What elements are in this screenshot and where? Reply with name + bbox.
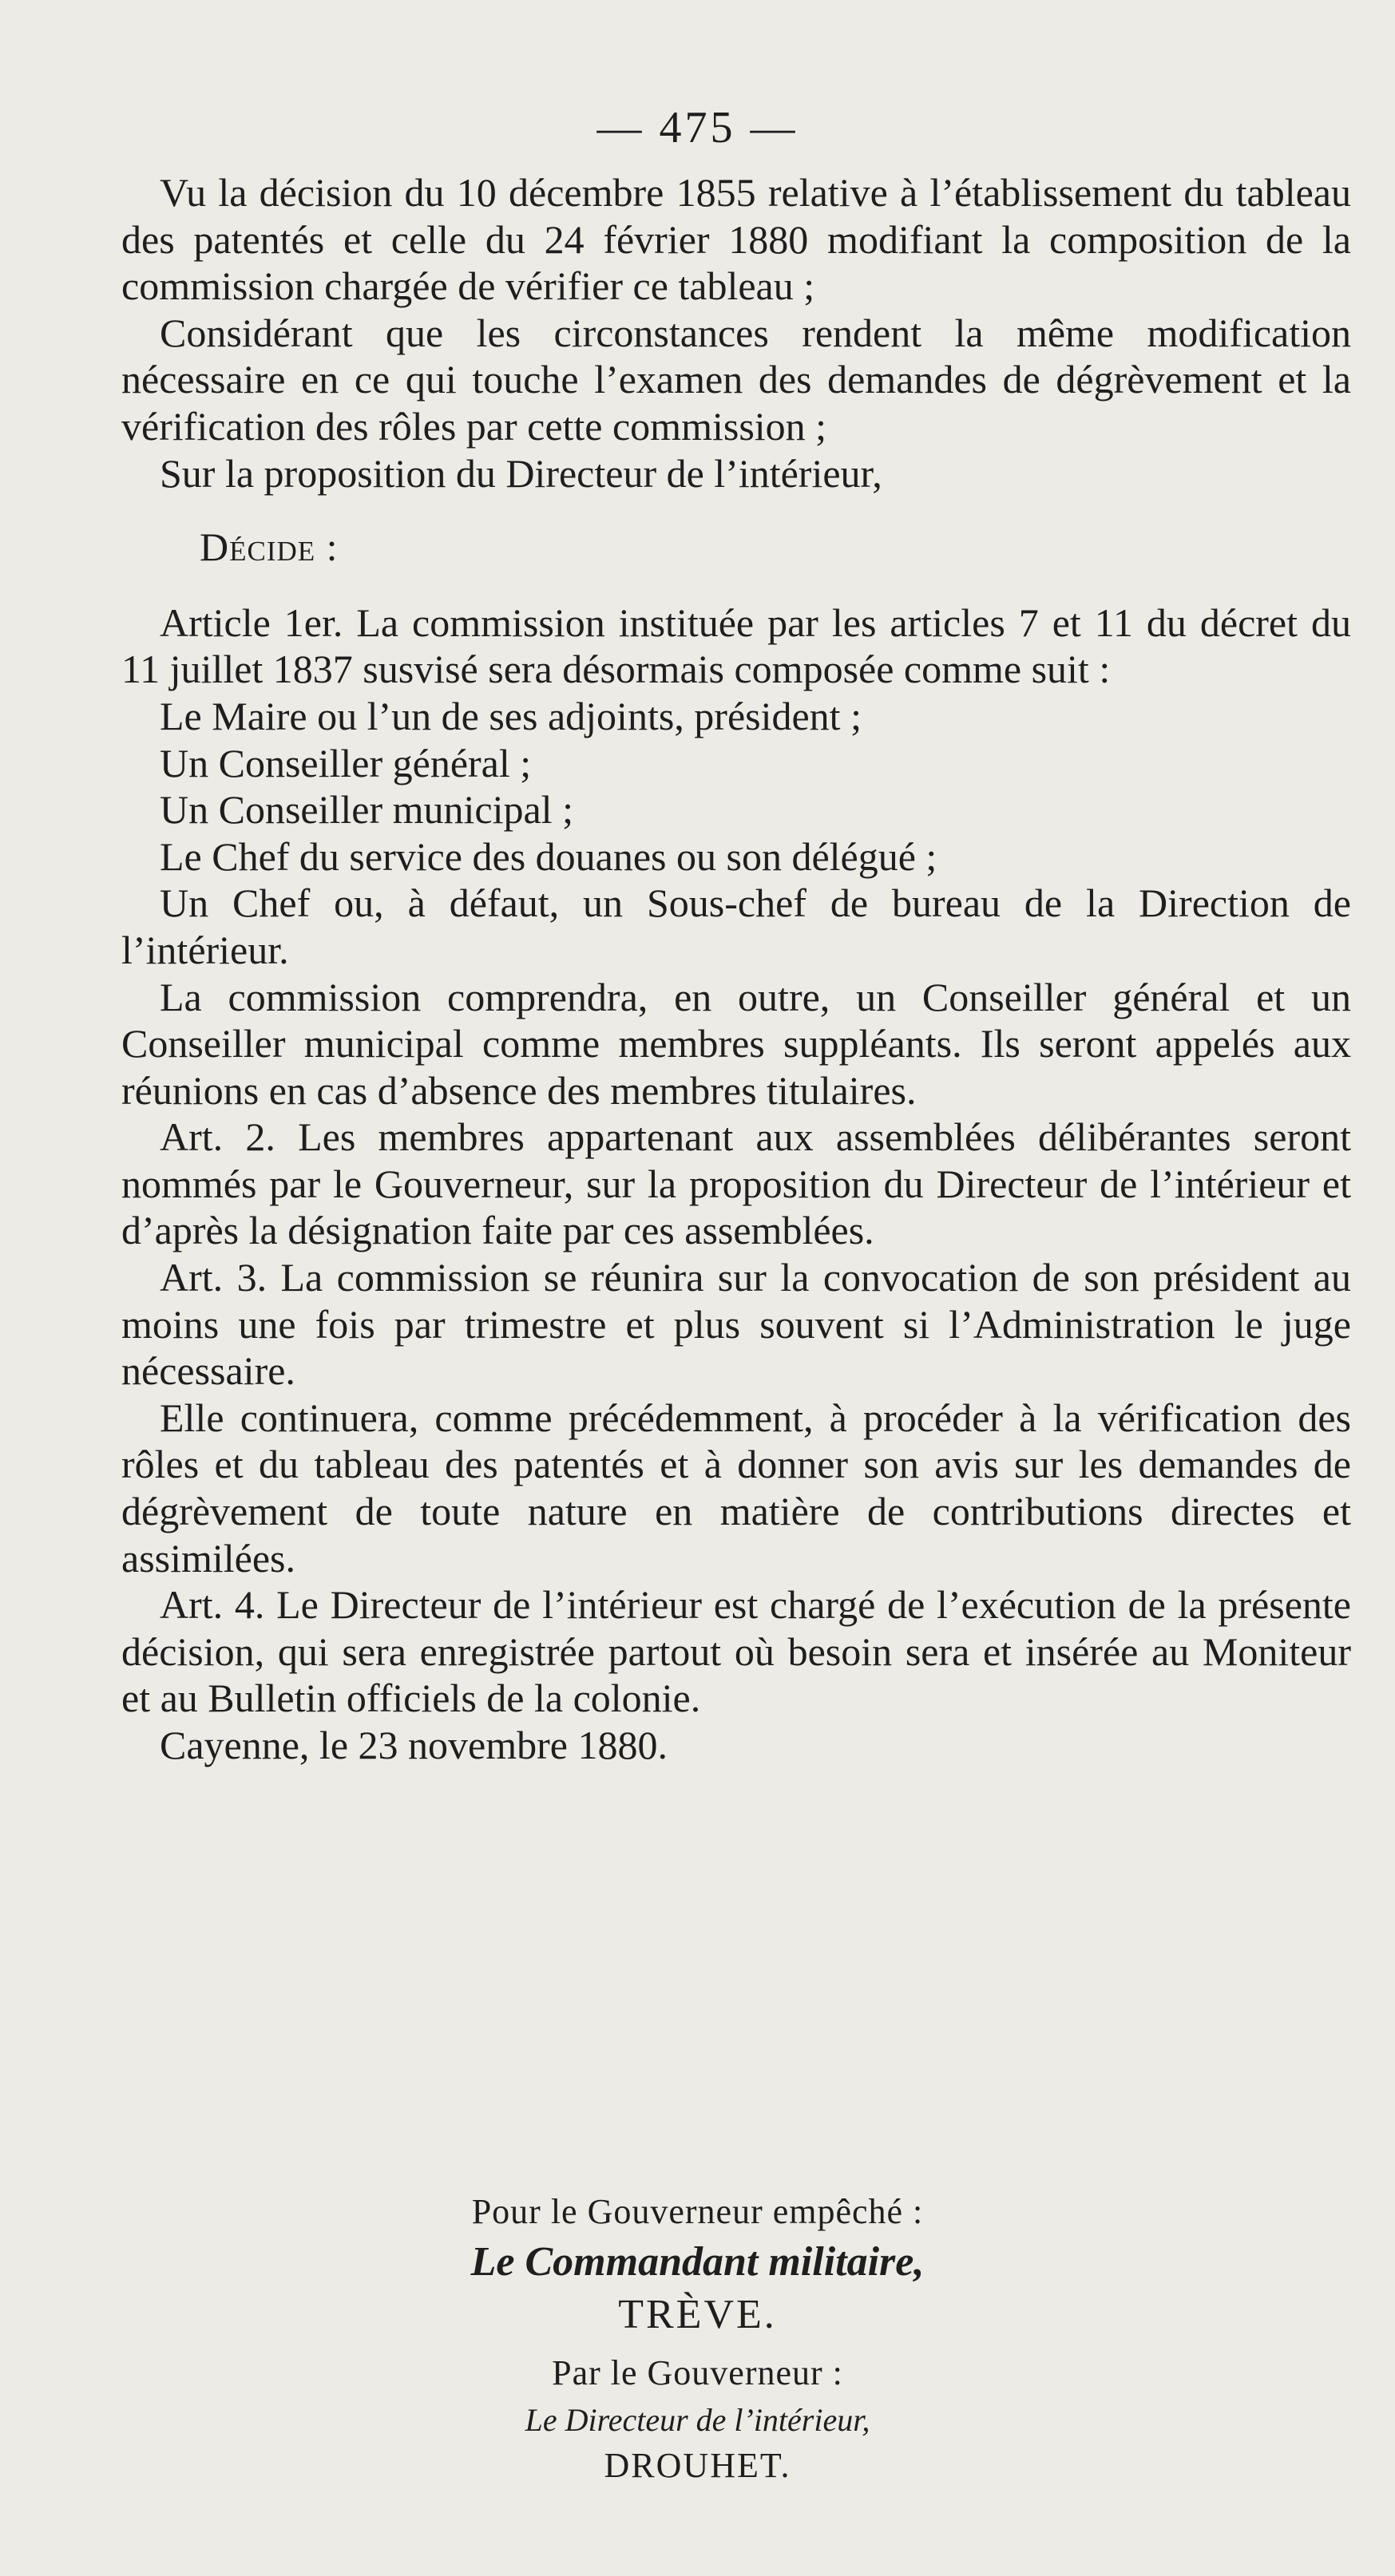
directeur-title: Le Directeur de l’intérieur,	[525, 2402, 870, 2438]
commandant-title: Le Commandant militaire,	[470, 2239, 925, 2285]
member-chef-bureau: Un Chef ou, à défaut, un Sous-chef de bureau de la Direction de l’intérieur.	[121, 880, 1351, 972]
place-date: Cayenne, le 23 novembre 1880.	[160, 1723, 668, 1767]
member-conseiller-general: Un Conseiller général ;	[160, 740, 532, 785]
par-le-gouverneur: Par le Gouverneur :	[552, 2353, 843, 2392]
article-2: Art. 2. Les membres appartenant aux assemblées délibérantes seront nommés par le Gouverneur, sur la proposition du Directeur de l’intérieur et d’après la désignation faite par ces assemblées.	[121, 1114, 1351, 1253]
member-chef-douanes: Le Chef du service des douanes ou son délégué ;	[160, 833, 937, 879]
paragraph-proposition: Sur la proposition du Directeur de l’intérieur,	[160, 450, 882, 496]
commandant-name: TRÈVE.	[618, 2292, 777, 2337]
member-conseiller-municipal: Un Conseiller municipal ;	[160, 787, 573, 833]
paragraph-considerant: Considérant que les circonstances rendent la même modification nécessaire en ce qui touche l’examen des demandes de dégrèvement et la vérification des rôles par cette commission ;	[121, 310, 1351, 449]
decide-heading: Décide :	[200, 524, 339, 570]
signature-block	[0, 2187, 1395, 2489]
paragraph-suppleants: La commission comprendra, en outre, un Conseiller général et un Conseiller municipal comme membres suppléants. Ils seront appelés aux réunions en cas d’absence des membres titulaires.	[121, 974, 1351, 1113]
pour-le-gouverneur: Pour le Gouverneur empêché :	[471, 2192, 924, 2231]
article-3: Art. 3. La commission se réunira sur la convocation de son président au moins une fois par trimestre et plus souvent si l’Administration le juge nécessaire.	[121, 1255, 1351, 1394]
paragraph-verification: Elle continuera, comme précédemment, à procéder à la vérification des rôles et du tableau des patentés et à donner son avis sur les demandes de dégrèvement de toute nature en matière de contributions directes et assimilées.	[121, 1395, 1351, 1581]
decision-body	[121, 169, 1351, 1769]
article-1: Article 1er. La commission instituée par les articles 7 et 11 du décret du 11 juillet 1837 susvisé sera désormais composée comme suit :	[121, 599, 1351, 692]
page-number: — 475 —	[596, 103, 799, 152]
paragraph-vu: Vu la décision du 10 décembre 1855 relative à l’établissement du tableau des patentés et celle du 24 février 1880 modifiant la composition de la commission chargée de vérifier ce tableau ;	[121, 170, 1351, 309]
directeur-name: DROUHET.	[604, 2446, 791, 2485]
article-4: Art. 4. Le Directeur de l’intérieur est chargé de l’exécution de la présente décision, qui sera enregistrée partout où besoin sera et insérée au Moniteur et au Bulletin officiels de la colonie.	[121, 1582, 1351, 1721]
member-maire: Le Maire ou l’un de ses adjoints, président ;	[160, 693, 862, 738]
